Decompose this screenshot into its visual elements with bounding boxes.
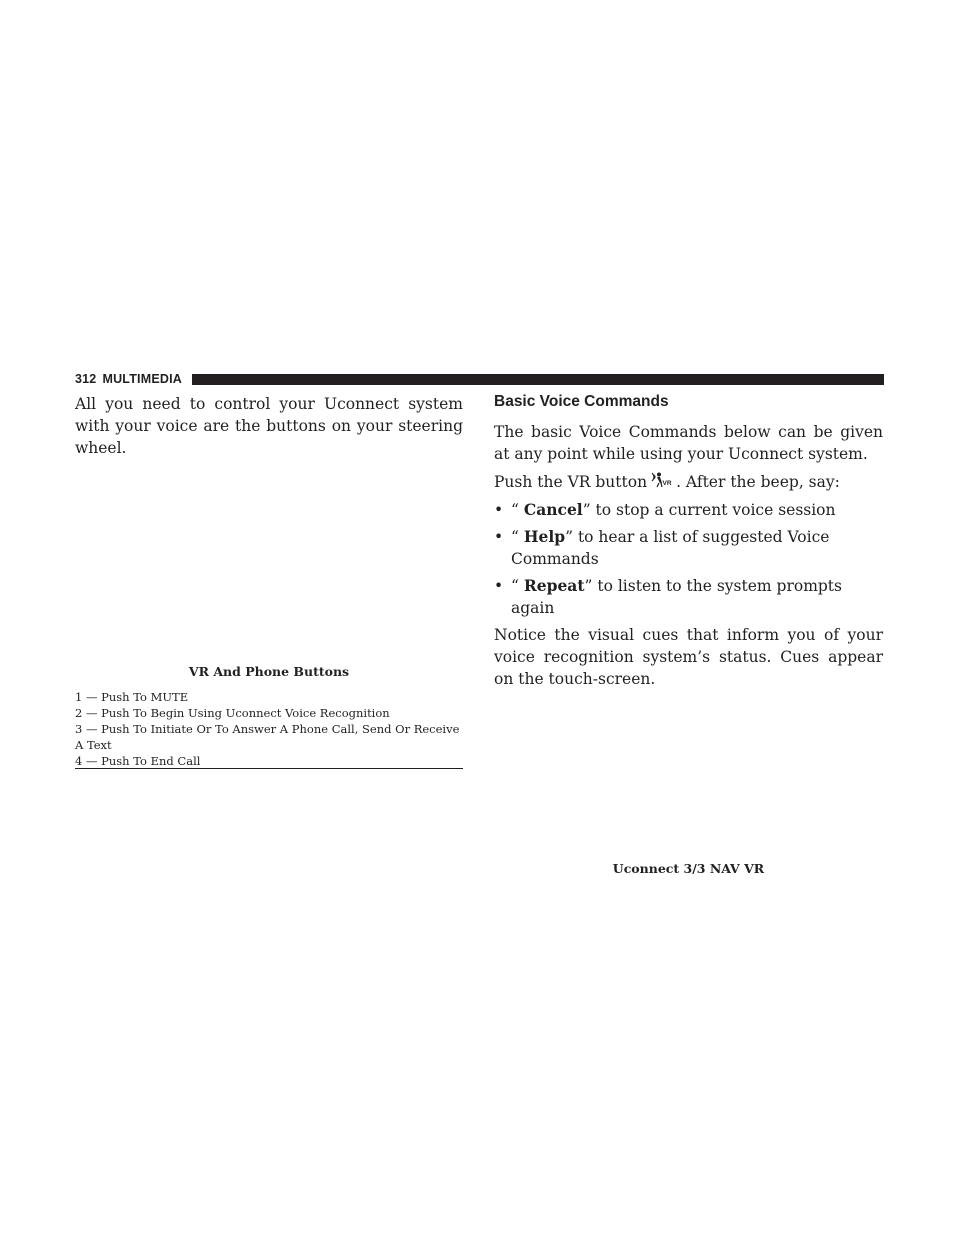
left-column	[75, 393, 463, 459]
figure-legend	[75, 689, 463, 769]
figure-caption-vr-phone-buttons: VR And Phone Buttons	[188, 664, 350, 679]
list-item: • “ Repeat” to listen to the system prompts again	[494, 576, 842, 617]
svg-text:VR: VR	[662, 480, 672, 487]
push-suffix: . After the beep, say:	[676, 473, 840, 491]
right-column	[494, 393, 883, 690]
page-header	[75, 372, 884, 386]
legend-item: 4 — Push To End Call	[75, 754, 201, 768]
legend-item: 1 — Push To MUTE	[75, 690, 189, 704]
section-title: MULTIMEDIA	[102, 372, 183, 386]
voice-recognition-icon	[651, 471, 673, 489]
command-keyword: Help	[523, 527, 566, 546]
push-prefix: Push the VR button	[494, 473, 648, 491]
visual-cues-paragraph: Notice the visual cues that inform you of your voice recognition system’s status. Cues appear on the touch-screen.	[494, 626, 883, 688]
intro-paragraph: All you need to control your Uconnect system with your voice are the buttons on your steering wheel.	[75, 395, 463, 457]
list-item: • “ Help” to hear a list of suggested Voice Commands	[494, 527, 830, 568]
figure-caption-uconnect-nav-vr: Uconnect 3/3 NAV VR	[612, 861, 765, 876]
legend-item: 2 — Push To Begin Using Uconnect Voice Recognition	[75, 706, 390, 720]
command-keyword: Repeat	[523, 576, 585, 595]
header-rule	[192, 374, 884, 385]
push-vr-instruction	[494, 471, 883, 493]
legend-item: 3 — Push To Initiate Or To Answer A Phone Call, Send Or Receive A Text	[75, 722, 460, 752]
legend-rule	[75, 768, 463, 769]
commands-intro-paragraph: The basic Voice Commands below can be given at any point while using your Uconnect system.	[494, 423, 883, 463]
page-number: 312	[75, 372, 97, 386]
list-item: • “ Cancel” to stop a current voice session	[494, 500, 836, 519]
command-keyword: Cancel	[523, 500, 583, 519]
section-heading: Basic Voice Commands	[494, 393, 669, 410]
command-list	[494, 499, 883, 619]
